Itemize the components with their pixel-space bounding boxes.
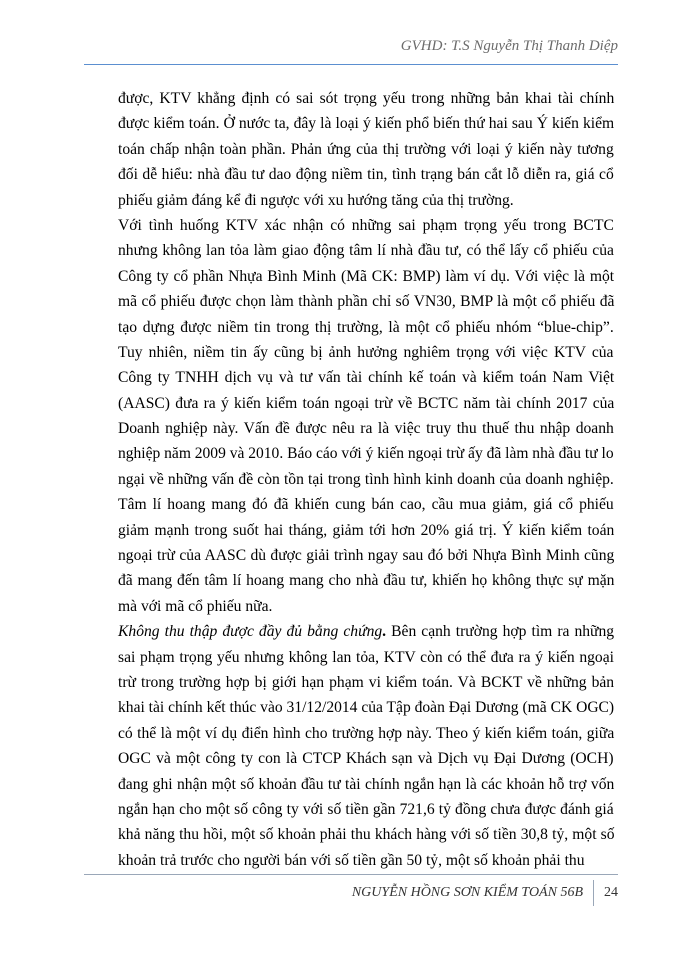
footer-divider (84, 874, 618, 875)
text-line: tạo dựng được niềm tin trong thị trường, là một cổ phiếu nhóm “blue-chip”. (118, 318, 614, 336)
text-line: nghiệp năm 2009 và 2010. Báo cáo với ý kiến ngoại trừ ấy đã làm nhà đầu tư lo (118, 445, 614, 463)
section-heading: Không thu thập được đầy đủ bằng chứng (118, 623, 383, 641)
text-line: được kiểm toán. Ở nước ta, đây là loại ý kiến phổ biến thứ hai sau Ý kiến kiểm (118, 115, 615, 133)
text-line: khai tài chính kết thúc vào 31/12/2014 của Tập đoàn Đại Dương (mã CK OGC) (118, 699, 615, 717)
text-line (118, 619, 614, 644)
text-line: phiếu giảm đáng kể đi ngược với xu hướng tăng của thị trường. (118, 191, 514, 209)
text-line: giảm mạnh trong suốt hai tháng, giảm tới hơn 20% giá trị. Ý kiến kiểm toán (118, 521, 615, 539)
text-line: ngoại trừ của AASC dù được giải trình ngay sau đó bởi Nhựa Bình Minh cũng (118, 547, 615, 565)
footer-author: NGUYỄN HỒNG SƠN KIỂM TOÁN 56B (351, 885, 583, 900)
page-footer (352, 880, 618, 906)
text-line: Doanh nghiệp này. Vấn đề được nêu ra là việc truy thu thuế thu nhập doanh (118, 420, 614, 438)
text-line: đã mang đến tâm lí hoang mang cho nhà đầu tư, khiến họ không thực sự mặn (118, 572, 615, 590)
page-header: GVHD: T.S Nguyễn Thị Thanh Diệp (400, 38, 618, 54)
body-text (118, 86, 614, 873)
text-line: ngại về những vấn đề còn tồn tại trong tình hình kinh doanh của doanh nghiệp. (118, 470, 614, 488)
text-line: trừ trong trường hợp bị giới hạn phạm vi kiểm toán. Và BCKT về những bản (118, 673, 615, 691)
text-line: Tuy nhiên, niềm tin ấy cũng bị ảnh hưởng nghiêm trọng với việc KTV của (118, 343, 614, 361)
text-line: mà với mã cổ phiếu nữa. (118, 597, 273, 615)
text-line: Công ty cổ phần Nhựa Bình Minh (Mã CK: BMP) làm ví dụ. Với việc là một (118, 267, 615, 285)
text-line: Công ty TNHH dịch vụ và tư vấn tài chính kế toán và kiểm toán Nam Việt (118, 369, 615, 387)
text-line: đối dễ hiểu: nhà đầu tư dao động niềm tin, tình trạng bán cắt lỗ diễn ra, giá cổ (118, 166, 614, 184)
text-line: khả năng thu hồi, một số khoản phải thu khách hàng với số tiền 30,8 tỷ, một số (118, 826, 615, 844)
text-line: (AASC) đưa ra ý kiến kiểm toán ngoại trừ về BCTC năm tài chính 2017 của (118, 394, 615, 412)
text-line: toán chấp nhận toàn phần. Phản ứng của thị trường với loại ý kiến này tương (118, 140, 614, 158)
page-number: 24 (593, 880, 618, 906)
text-line: mã cổ phiếu được chọn làm thành phần chỉ số VN30, BMP là một cổ phiếu đã (118, 293, 615, 311)
text-line: OGC và một công ty con là CTCP Khách sạn và Dịch vụ Đại Dương (OCH) (118, 750, 614, 768)
text-line: khoản trả trước cho người bán với số tiền gần 50 tỷ, một số khoản phải thu (118, 851, 585, 869)
header-divider (84, 64, 618, 65)
text-line: Với tình huống KTV xác nhận có những sai phạm trọng yếu trong BCTC (118, 216, 614, 234)
text-line: đang ghi nhận một số khoản đầu tư tài chính ngắn hạn là các khoản hỗ trợ vốn (118, 775, 615, 793)
line-text: Bên cạnh trường hợp tìm ra những (386, 623, 615, 641)
heading-period: . (382, 623, 387, 641)
text-line: nhưng không lan tỏa làm giao động tâm lí nhà đầu tư, có thể lấy cổ phiếu của (118, 242, 614, 260)
text-line: được, KTV khẳng định có sai sót trọng yếu trong những bản khai tài chính (118, 90, 615, 107)
text-line: Tâm lí hoang mang đó đã khiến cung bán cao, cầu mua giảm, giá cổ phiếu (118, 496, 614, 514)
text-line: sai phạm trọng yếu nhưng không lan tỏa, KTV còn có thể đưa ra ý kiến ngoại (118, 648, 614, 666)
text-line: có thể là một ví dụ điển hình cho trường hợp này. Theo ý kiến kiểm toán, giữa (118, 724, 615, 742)
text-line: ngắn hạn cho một số công ty với số tiền gần 721,6 tỷ đồng chưa được đánh giá (118, 800, 614, 818)
